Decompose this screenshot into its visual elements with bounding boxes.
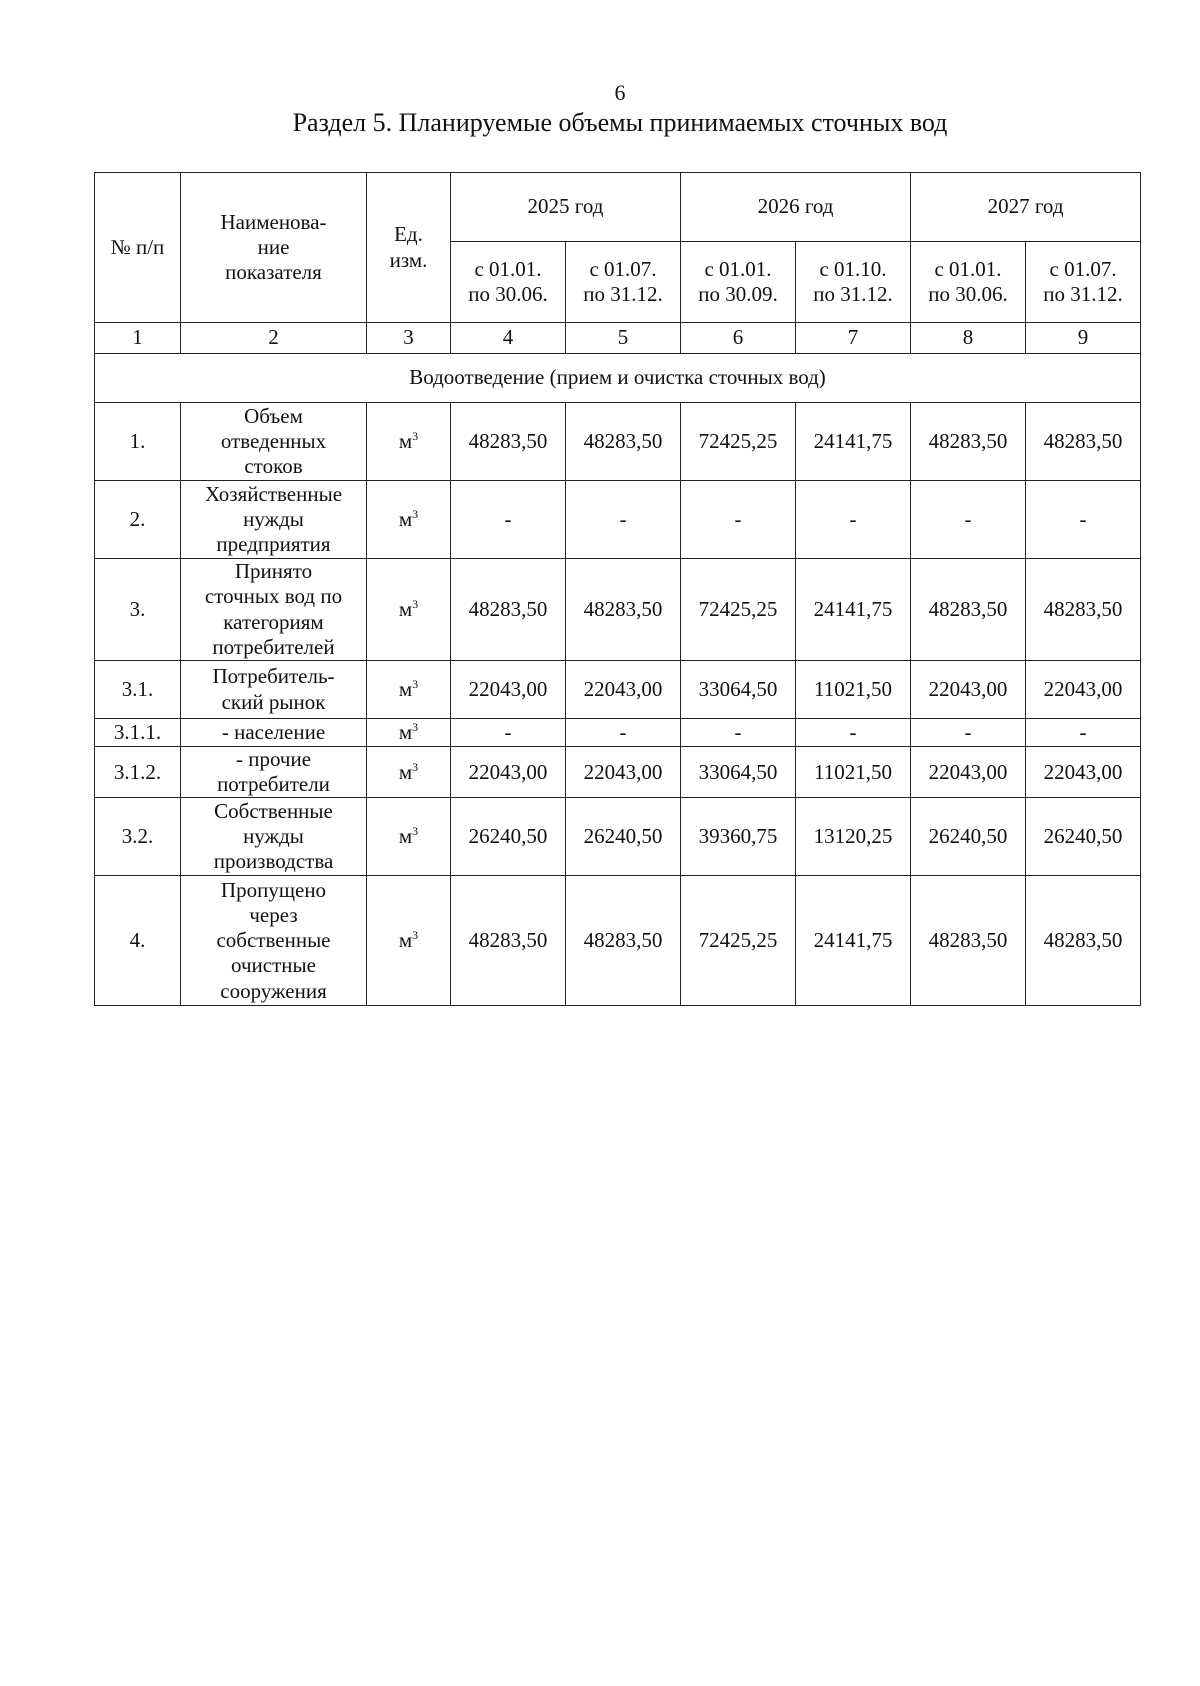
value-cell: 24141,75 [796, 559, 911, 661]
header-unit: Ед. изм. [367, 173, 451, 323]
value-cell: 22043,00 [911, 661, 1026, 719]
table-row [95, 719, 1141, 747]
section-title: Раздел 5. Планируемые объемы принимаемых сточных вод [292, 108, 948, 137]
value-cell: 72425,25 [681, 559, 796, 661]
header-year-2025: 2025 год [451, 173, 681, 242]
value-cell: 26240,50 [911, 798, 1026, 876]
value-cell: 22043,00 [566, 747, 681, 798]
header-year-2027: 2027 год [911, 173, 1141, 242]
value-cell: 48283,50 [566, 403, 681, 481]
row-number: 2. [95, 481, 181, 559]
value-cell: - [681, 719, 796, 747]
value-cell: - [796, 719, 911, 747]
header-year-2026: 2026 год [681, 173, 911, 242]
row-number: 1. [95, 403, 181, 481]
unit-cell [367, 559, 451, 661]
unit-cell [367, 481, 451, 559]
table-row [95, 559, 1141, 661]
row-number: 3.1.1. [95, 719, 181, 747]
header-period: с 01.07. по 31.12. [566, 242, 681, 323]
value-cell: 11021,50 [796, 747, 911, 798]
unit-base: м [398, 676, 413, 701]
unit-exponent: 3 [412, 596, 419, 611]
value-cell: 22043,00 [566, 661, 681, 719]
unit-exponent: 3 [412, 506, 419, 521]
header-period: с 01.01. по 30.09. [681, 242, 796, 323]
value-cell: 48283,50 [566, 559, 681, 661]
value-cell: - [451, 719, 566, 747]
header-period: с 01.01. по 30.06. [451, 242, 566, 323]
indicator-name: Потребитель- ский рынок [181, 661, 367, 719]
value-cell: - [796, 481, 911, 559]
value-cell: 22043,00 [1026, 747, 1141, 798]
value-cell: 11021,50 [796, 661, 911, 719]
unit-base: м [398, 428, 413, 453]
value-cell: 48283,50 [451, 559, 566, 661]
unit-base: м [398, 824, 413, 849]
header-period: с 01.01. по 30.06. [911, 242, 1026, 323]
column-number: 4 [451, 323, 566, 354]
value-cell: 48283,50 [1026, 876, 1141, 1006]
value-cell: 48283,50 [911, 876, 1026, 1006]
value-cell: 48283,50 [451, 403, 566, 481]
table-body [95, 173, 1141, 1006]
value-cell: 48283,50 [1026, 559, 1141, 661]
unit-base: м [398, 506, 413, 531]
header-period: с 01.10. по 31.12. [796, 242, 911, 323]
row-number: 3.1. [95, 661, 181, 719]
table-row [95, 876, 1141, 1006]
sewage-volume-table [94, 172, 1141, 1006]
indicator-name: Собственные нужды производства [181, 798, 367, 876]
value-cell: 26240,50 [1026, 798, 1141, 876]
value-cell: - [1026, 719, 1141, 747]
value-cell: 48283,50 [566, 876, 681, 1006]
table-row [95, 798, 1141, 876]
unit-cell [367, 719, 451, 747]
value-cell: 22043,00 [451, 747, 566, 798]
column-number: 7 [796, 323, 911, 354]
value-cell: 72425,25 [681, 876, 796, 1006]
column-number: 6 [681, 323, 796, 354]
value-cell: 48283,50 [911, 403, 1026, 481]
value-cell: 26240,50 [566, 798, 681, 876]
unit-exponent: 3 [412, 824, 419, 839]
column-number: 3 [367, 323, 451, 354]
value-cell: - [566, 481, 681, 559]
value-cell: 72425,25 [681, 403, 796, 481]
unit-exponent: 3 [412, 676, 419, 691]
value-cell: 48283,50 [1026, 403, 1141, 481]
unit-exponent: 3 [412, 759, 419, 774]
indicator-name: Пропущено через собственные очистные сооружения [181, 876, 367, 1006]
indicator-name: Хозяйственные нужды предприятия [181, 481, 367, 559]
unit-base: м [398, 719, 413, 744]
value-cell: 39360,75 [681, 798, 796, 876]
section-row [95, 354, 1141, 403]
indicator-name: - прочие потребители [181, 747, 367, 798]
header-name: Наименова- ние показателя [181, 173, 367, 323]
value-cell: 22043,00 [911, 747, 1026, 798]
row-number: 3.2. [95, 798, 181, 876]
unit-exponent: 3 [412, 428, 419, 443]
unit-base: м [398, 596, 413, 621]
value-cell: - [681, 481, 796, 559]
value-cell: 22043,00 [1026, 661, 1141, 719]
value-cell: - [911, 481, 1026, 559]
page-number: 6 [614, 80, 626, 105]
unit-cell [367, 747, 451, 798]
row-number: 4. [95, 876, 181, 1006]
value-cell: 22043,00 [451, 661, 566, 719]
unit-cell [367, 403, 451, 481]
value-cell: 48283,50 [451, 876, 566, 1006]
value-cell: 24141,75 [796, 876, 911, 1006]
indicator-name: Объем отведенных стоков [181, 403, 367, 481]
table-row [95, 747, 1141, 798]
row-number: 3.1.2. [95, 747, 181, 798]
value-cell: - [451, 481, 566, 559]
value-cell: - [1026, 481, 1141, 559]
unit-cell [367, 876, 451, 1006]
header-period: с 01.07. по 31.12. [1026, 242, 1141, 323]
table-row [95, 403, 1141, 481]
indicator-name: - население [181, 719, 367, 747]
value-cell: 13120,25 [796, 798, 911, 876]
unit-exponent: 3 [412, 719, 419, 734]
value-cell: - [911, 719, 1026, 747]
row-number: 3. [95, 559, 181, 661]
unit-cell [367, 661, 451, 719]
value-cell: 48283,50 [911, 559, 1026, 661]
table-row [95, 481, 1141, 559]
table-row [95, 661, 1141, 719]
column-number: 8 [911, 323, 1026, 354]
value-cell: - [566, 719, 681, 747]
unit-base: м [398, 928, 413, 953]
header-num: № п/п [95, 173, 181, 323]
unit-cell [367, 798, 451, 876]
value-cell: 24141,75 [796, 403, 911, 481]
column-number: 2 [181, 323, 367, 354]
indicator-name: Принято сточных вод по категориям потребителей [181, 559, 367, 661]
column-number: 5 [566, 323, 681, 354]
column-number-row [95, 323, 1141, 354]
value-cell: 26240,50 [451, 798, 566, 876]
unit-base: м [398, 759, 413, 784]
value-cell: 33064,50 [681, 747, 796, 798]
column-number: 9 [1026, 323, 1141, 354]
section-label: Водоотведение (прием и очистка сточных вод) [95, 354, 1141, 403]
header-row-years [95, 173, 1141, 242]
unit-exponent: 3 [412, 928, 419, 943]
column-number: 1 [95, 323, 181, 354]
value-cell: 33064,50 [681, 661, 796, 719]
